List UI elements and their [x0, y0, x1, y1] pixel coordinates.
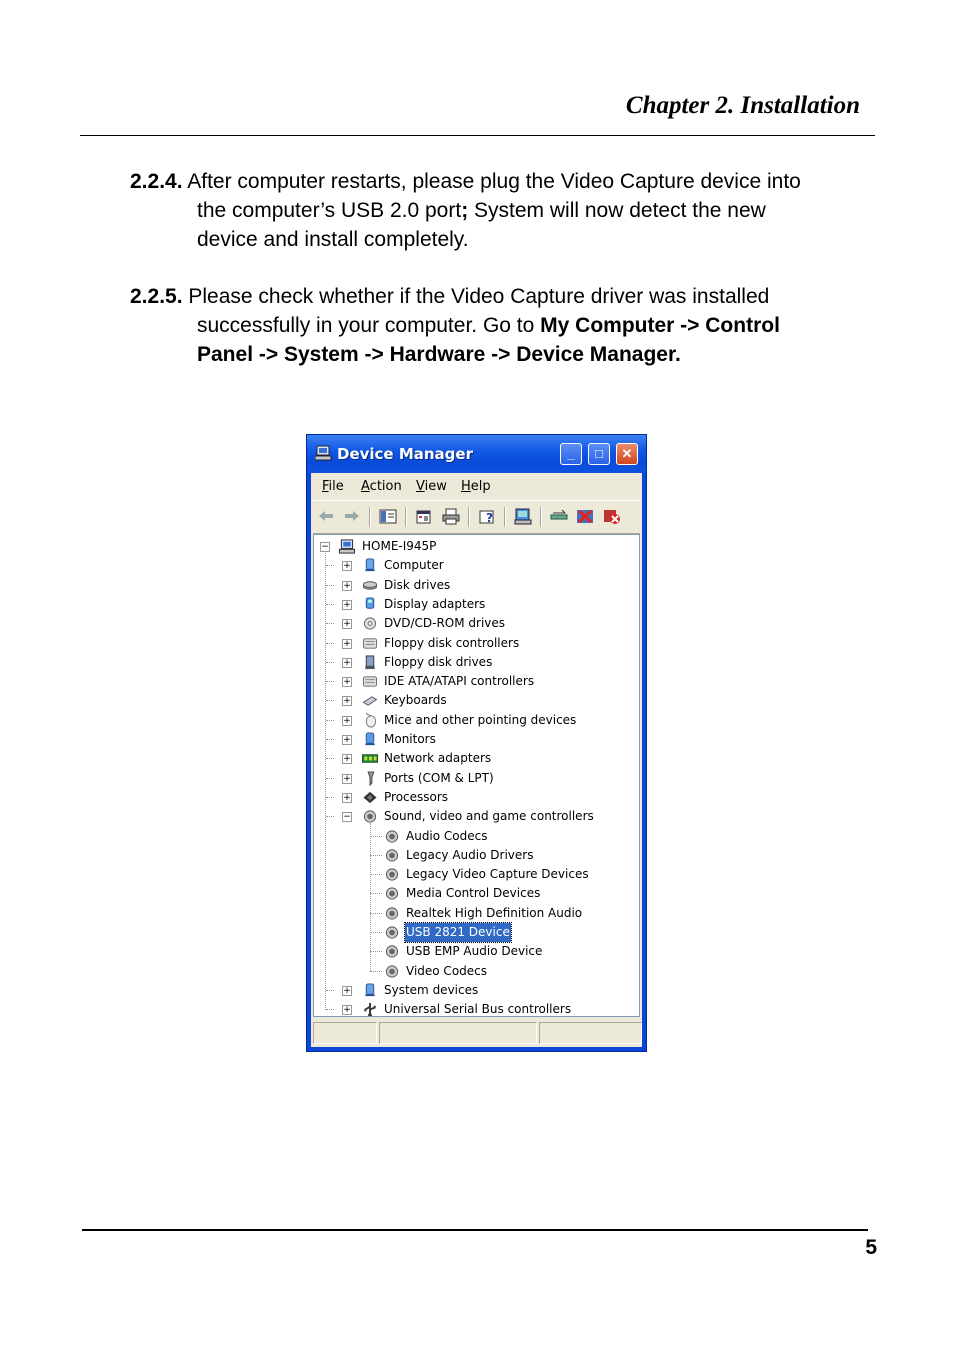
computer-icon [339, 539, 355, 554]
tree-label: Network adapters [384, 751, 492, 766]
print-icon[interactable] [442, 508, 460, 525]
footer-rule [82, 1229, 868, 1231]
device-icon [384, 886, 400, 901]
close-icon: ✕ [621, 446, 633, 461]
tree-device[interactable] [314, 884, 634, 903]
menu-file[interactable]: File [322, 479, 344, 494]
tree-label: Media Control Devices [406, 886, 541, 901]
tree-category[interactable] [314, 653, 634, 672]
minimize-button[interactable] [560, 443, 582, 465]
device-icon [384, 964, 400, 979]
step-text: the computer’s USB 2.0 port [197, 199, 462, 222]
tree-label: DVD/CD-ROM drives [384, 616, 506, 631]
step-text: ; [461, 199, 469, 222]
tree-category[interactable] [314, 614, 634, 633]
tree-label: IDE ATA/ATAPI controllers [384, 674, 535, 689]
tree-category[interactable] [314, 711, 634, 730]
back-arrow-icon[interactable] [317, 508, 335, 525]
page-number: 5 [865, 1236, 877, 1259]
device-icon [384, 867, 400, 882]
status-pane [313, 1022, 377, 1044]
tree-label: Legacy Audio Drivers [406, 847, 534, 862]
step-text: successfully in your computer. Go to [197, 314, 541, 337]
window-title: Device Manager [337, 445, 473, 463]
mouse-icon [362, 713, 378, 728]
status-bar [311, 1019, 642, 1047]
device-icon [384, 829, 400, 844]
tree-category[interactable] [314, 981, 634, 1000]
computer-icon [362, 558, 378, 573]
collapse-icon[interactable]: − [321, 542, 329, 552]
device-manager-window [306, 434, 647, 1052]
tree-category[interactable] [314, 769, 634, 788]
status-pane [539, 1022, 642, 1044]
computer-icon [362, 983, 378, 998]
scan-hardware-icon[interactable] [514, 508, 532, 525]
expand-icon[interactable]: + [343, 735, 351, 745]
tree-category[interactable] [314, 730, 634, 749]
toolbar-separator [504, 507, 506, 527]
network-icon [362, 751, 378, 766]
tree-category[interactable] [314, 691, 634, 710]
minimize-icon: _ [567, 446, 575, 461]
tree-label: USB EMP Audio Device [406, 944, 543, 959]
selected-device-label: USB 2821 Device [405, 923, 511, 942]
window-client [311, 473, 642, 1047]
expand-icon[interactable]: + [343, 696, 351, 707]
update-driver-icon[interactable] [550, 508, 568, 525]
step-number: 2.2.4. [130, 170, 183, 193]
device-manager-icon [315, 445, 333, 461]
help-icon[interactable] [478, 508, 496, 525]
properties-icon[interactable] [415, 508, 433, 525]
step-text: device and install completely. [197, 228, 469, 251]
tree-label: HOME-I945P [362, 539, 437, 553]
tree-device[interactable] [314, 942, 634, 961]
uninstall-device-icon[interactable] [603, 508, 621, 525]
monitor-icon [362, 732, 378, 747]
maximize-button[interactable] [588, 443, 610, 465]
status-pane [379, 1022, 537, 1044]
svg-text:?: ? [486, 511, 493, 525]
tree-label: Floppy disk drives [384, 654, 493, 669]
tree-label: Keyboards [384, 693, 447, 708]
expand-icon[interactable]: + [343, 561, 351, 572]
step-number: 2.2.5. [130, 285, 183, 308]
tree-label: Floppy disk controllers [384, 635, 520, 650]
toolbar [313, 500, 640, 534]
show-hide-tree-icon[interactable] [379, 508, 397, 525]
tree-label: System devices [384, 982, 479, 997]
expand-icon[interactable]: + [343, 1005, 351, 1016]
cdrom-icon [362, 616, 378, 631]
device-icon [384, 848, 400, 863]
step-text: Please check whether if the Video Capture driver was installed [182, 285, 770, 308]
toolbar-separator [405, 507, 407, 527]
forward-arrow-icon[interactable] [343, 508, 361, 525]
tree-category[interactable] [314, 556, 634, 575]
tree-category[interactable] [314, 1000, 634, 1017]
collapse-icon[interactable]: − [343, 812, 351, 823]
step-2-2-4 [130, 167, 870, 254]
title-bar[interactable] [307, 435, 646, 473]
header-rule [80, 135, 875, 136]
tree-connector [370, 823, 371, 971]
processor-icon [362, 790, 378, 805]
expand-icon[interactable]: + [343, 754, 351, 765]
menu-action[interactable]: Action [361, 479, 402, 494]
tree-label: Audio Codecs [406, 828, 488, 843]
tree-device[interactable] [314, 865, 634, 884]
device-tree [313, 534, 640, 1017]
controller-icon [362, 674, 378, 689]
usb-icon [362, 1002, 378, 1017]
tree-category[interactable] [314, 595, 634, 614]
tree-label: Video Codecs [406, 963, 488, 978]
step-text: System will now detect the new [468, 199, 766, 222]
expand-icon[interactable]: + [343, 773, 351, 784]
tree-label: Realtek High Definition Audio [406, 905, 583, 920]
tree-root[interactable] [314, 537, 634, 556]
menu-help[interactable]: Help [461, 479, 491, 494]
tree-device[interactable] [314, 923, 634, 942]
tree-label: Sound, video and game controllers [384, 809, 594, 824]
expand-icon[interactable]: + [343, 580, 351, 591]
maximize-icon: □ [595, 446, 603, 461]
tree-label: Mice and other pointing devices [384, 712, 577, 727]
expand-icon[interactable]: + [343, 792, 351, 803]
close-button[interactable] [616, 443, 638, 465]
menu-bar [311, 473, 642, 500]
tree-category[interactable] [314, 672, 634, 691]
step-2-2-5 [130, 282, 870, 369]
expand-icon[interactable]: + [343, 638, 351, 649]
toolbar-separator [369, 507, 371, 527]
navigation-path: My Computer -> Control [540, 314, 780, 337]
controller-icon [362, 636, 378, 651]
disable-device-icon[interactable] [576, 508, 594, 525]
tree-category[interactable] [314, 749, 634, 768]
tree-label: Monitors [384, 732, 436, 746]
tree-category[interactable] [314, 788, 634, 807]
tree-device[interactable] [314, 904, 634, 923]
disk-drive-icon [362, 578, 378, 593]
tree-label: Display adapters [384, 596, 486, 611]
floppy-icon [362, 655, 378, 670]
tree-label: Universal Serial Bus controllers [384, 1002, 572, 1017]
tree-label: Processors [384, 789, 449, 804]
tree-category[interactable] [314, 576, 634, 595]
tree-label: Ports (COM & LPT) [384, 770, 494, 785]
expand-icon[interactable]: + [343, 599, 351, 610]
toolbar-separator [468, 507, 470, 527]
device-icon [384, 906, 400, 921]
menu-view[interactable]: View [416, 479, 447, 494]
device-icon [384, 944, 400, 959]
chapter-heading: Chapter 2. Installation [625, 92, 860, 119]
expand-icon[interactable]: + [343, 619, 351, 630]
port-icon [362, 771, 378, 786]
tree-device[interactable] [314, 827, 634, 846]
tree-category[interactable] [314, 634, 634, 653]
tree-label: Computer [384, 558, 444, 573]
tree-label: Legacy Video Capture Devices [406, 867, 589, 882]
expand-icon[interactable]: + [343, 715, 351, 726]
display-icon [362, 597, 378, 612]
expand-icon[interactable]: + [343, 657, 351, 668]
expand-icon[interactable]: + [343, 677, 351, 688]
expand-icon[interactable]: + [343, 985, 351, 996]
navigation-path: Panel -> System -> Hardware -> Device Manager. [197, 343, 681, 366]
tree-device[interactable] [314, 846, 634, 865]
toolbar-separator [540, 507, 542, 527]
tree-label: Disk drives [384, 577, 451, 592]
keyboard-icon [362, 693, 378, 708]
tree-device[interactable] [314, 962, 634, 981]
tree-category[interactable] [314, 807, 634, 826]
step-text: After computer restarts, please plug the Video Capture device into [182, 170, 801, 193]
device-icon [384, 925, 400, 940]
